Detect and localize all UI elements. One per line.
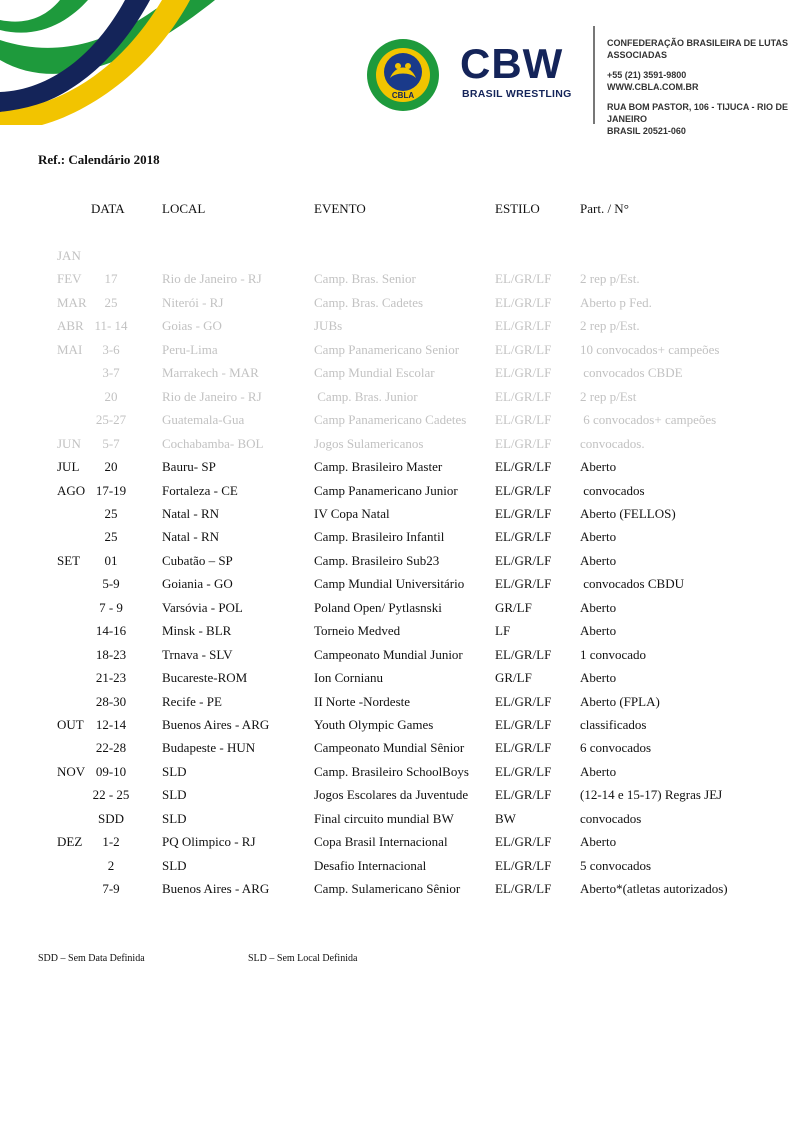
row-local: Buenos Aires - ARG <box>162 881 270 897</box>
row-date: 7 - 9 <box>99 599 123 615</box>
row-month: JAN <box>57 248 81 263</box>
row-month: FEV <box>57 271 82 287</box>
row-month: MAI <box>57 341 83 357</box>
row-style: GR/LF <box>495 670 532 686</box>
row-part: 2 rep p/Est. <box>580 271 640 287</box>
row-date: 25 <box>104 529 118 545</box>
row-local: Guatemala-Gua <box>162 412 245 428</box>
row-local: SLD <box>162 763 187 779</box>
row-style: BW <box>495 810 516 826</box>
row-event: Desafio Internacional <box>314 857 427 873</box>
row-part: convocados. <box>580 435 645 451</box>
row-local: Goias - GO <box>162 318 222 334</box>
cbw-logo <box>460 40 575 104</box>
row-local: Niterói - RJ <box>162 294 224 310</box>
row-event: Camp. Brasileiro Infantil <box>314 529 445 545</box>
row-event: Camp. Brasileiro SchoolBoys <box>314 763 469 779</box>
row-style: EL/GR/LF <box>495 459 552 475</box>
row-part: Aberto*(atletas autorizados) <box>580 881 728 897</box>
row-event: Torneio Medved <box>314 623 401 639</box>
row-part: convocados <box>580 482 645 498</box>
row-style: EL/GR/LF <box>495 482 552 498</box>
cbw-logo-sub: BRASIL WRESTLING <box>462 88 572 100</box>
row-date: 21-23 <box>95 670 127 686</box>
row-local: Goiania - GO <box>162 576 233 592</box>
row-date: 22 - 25 <box>92 787 130 803</box>
row-month: MAR <box>57 294 87 310</box>
header-event: EVENTO <box>314 201 366 216</box>
row-style: EL/GR/LF <box>495 881 552 897</box>
row-event: Campeonato Mundial Sênior <box>314 740 465 756</box>
row-local: Varsóvia - POL <box>162 599 243 615</box>
svg-text:CBLA: CBLA <box>391 91 415 100</box>
header-part: Part. / N° <box>580 201 629 216</box>
row-part: Aberto (FPLA) <box>580 693 660 709</box>
row-date: 20 <box>104 388 118 404</box>
row-event: Camp. Bras. Senior <box>314 271 416 287</box>
row-local: Rio de Janeiro - RJ <box>162 388 262 404</box>
organization-info <box>607 37 800 137</box>
row-event: IV Copa Natal <box>314 505 390 521</box>
row-part: 2 rep p/Est <box>580 388 637 404</box>
row-local: Natal - RN <box>162 529 220 545</box>
row-style: EL/GR/LF <box>495 552 552 568</box>
organization-name: CONFEDERAÇÃO BRASILEIRA DE LUTAS ASSOCIADAS <box>607 38 789 60</box>
row-local: Cochabamba- BOL <box>162 435 264 451</box>
row-style: EL/GR/LF <box>495 834 552 850</box>
header-style: ESTILO <box>495 201 540 216</box>
footnote-sld: SLD – Sem Local Definida <box>248 953 358 964</box>
row-event: Camp. Bras. Junior <box>314 388 418 404</box>
row-event: Camp. Brasileiro Sub23 <box>314 552 440 568</box>
row-part: 6 convocados+ campeões <box>580 412 717 428</box>
row-event: Jogos Sulamericanos <box>314 435 424 451</box>
header-date: DATA <box>91 201 125 216</box>
row-local: Marrakech - MAR <box>162 365 259 381</box>
row-part: 5 convocados <box>580 857 652 873</box>
row-part: convocados <box>580 810 642 826</box>
row-date: 01 <box>104 552 118 568</box>
row-date: 20 <box>104 459 118 475</box>
row-local: Bauru- SP <box>162 459 216 475</box>
row-style: EL/GR/LF <box>495 763 552 779</box>
row-local: Cubatão – SP <box>162 552 233 568</box>
row-part: Aberto p Fed. <box>580 294 652 310</box>
row-local: Rio de Janeiro - RJ <box>162 271 262 287</box>
row-date: 3-7 <box>102 365 120 381</box>
cbw-logo-main: CBW <box>460 40 564 87</box>
row-event: Camp. Sulamericano Sênior <box>314 881 461 897</box>
row-part: Aberto <box>580 623 617 639</box>
row-event: Jogos Escolares da Juventude <box>314 787 469 803</box>
row-local: SLD <box>162 787 187 803</box>
row-style: EL/GR/LF <box>495 787 552 803</box>
row-month: JUN <box>57 435 81 451</box>
row-event: II Norte -Nordeste <box>314 693 411 709</box>
row-style: EL/GR/LF <box>495 740 552 756</box>
row-date: 25 <box>104 505 118 521</box>
row-local: SLD <box>162 810 187 826</box>
row-date: 5-7 <box>102 435 120 451</box>
row-part: convocados CBDE <box>580 365 683 381</box>
row-month: OUT <box>57 717 84 732</box>
row-date: 25-27 <box>95 412 127 428</box>
organization-website: WWW.CBLA.COM.BR <box>607 82 699 92</box>
row-style: EL/GR/LF <box>495 646 552 662</box>
row-style: EL/GR/LF <box>495 318 552 334</box>
row-date: 5-9 <box>102 576 120 592</box>
row-date: 17-19 <box>95 482 127 498</box>
row-part: 10 convocados+ campeões <box>580 341 720 357</box>
row-date: 7-9 <box>102 881 120 897</box>
row-style: EL/GR/LF <box>495 857 552 873</box>
row-style: EL/GR/LF <box>495 576 552 592</box>
row-date: 3-6 <box>102 341 120 357</box>
row-style: EL/GR/LF <box>495 529 552 545</box>
row-event: Campeonato Mundial Junior <box>314 646 463 662</box>
row-part: Aberto <box>580 552 617 568</box>
row-local: Peru-Lima <box>162 341 218 357</box>
row-style: EL/GR/LF <box>495 693 552 709</box>
organization-address-line2: BRASIL 20521-060 <box>607 126 686 136</box>
row-part: 2 rep p/Est. <box>580 318 640 334</box>
row-local: Fortaleza - CE <box>162 482 238 498</box>
row-event: Youth Olympic Games <box>314 717 434 732</box>
row-date: 18-23 <box>95 646 127 662</box>
row-date: 1-2 <box>102 834 120 850</box>
row-date: 2 <box>107 857 115 873</box>
row-local: Trnava - SLV <box>162 646 233 662</box>
row-month: JUL <box>57 459 80 475</box>
row-local: Minsk - BLR <box>162 623 232 639</box>
row-style: EL/GR/LF <box>495 294 552 310</box>
letterhead <box>0 0 800 135</box>
header-divider <box>593 26 595 124</box>
row-event: Camp Panamericano Cadetes <box>314 412 467 428</box>
row-part: convocados CBDU <box>580 576 684 592</box>
row-event: Final circuito mundial BW <box>314 810 454 826</box>
row-event: Camp Panamericano Senior <box>314 341 460 357</box>
flag-swoosh-graphic <box>0 0 215 125</box>
row-style: EL/GR/LF <box>495 717 552 732</box>
row-event: Copa Brasil Internacional <box>314 834 448 850</box>
footnote-sdd: SDD – Sem Data Definida <box>38 953 145 964</box>
row-style: LF <box>495 623 511 639</box>
row-event: Poland Open/ Pytlasnski <box>314 599 442 615</box>
row-event: Camp. Brasileiro Master <box>314 459 443 475</box>
row-part: (12-14 e 15-17) Regras JEJ <box>580 787 723 803</box>
row-month: SET <box>57 552 81 568</box>
row-date: 25 <box>104 294 118 310</box>
row-date: 11- 14 <box>94 318 128 334</box>
organization-phone: +55 (21) 3591-9800 <box>607 70 687 80</box>
row-event: JUBs <box>314 318 343 334</box>
row-date: 14-16 <box>95 623 127 639</box>
row-part: 6 convocados <box>580 740 652 756</box>
row-event: Camp. Bras. Cadetes <box>314 294 424 310</box>
row-local: Budapeste - HUN <box>162 740 256 756</box>
row-month: ABR <box>57 318 84 334</box>
row-part: Aberto <box>580 599 617 615</box>
row-event: Camp Panamericano Junior <box>314 482 458 498</box>
row-event: Camp Mundial Escolar <box>314 365 435 381</box>
cbla-logo <box>366 38 440 112</box>
row-part: Aberto <box>580 459 617 475</box>
row-month: NOV <box>57 763 86 779</box>
row-style: EL/GR/LF <box>495 388 552 404</box>
organization-address-line1: RUA BOM PASTOR, 106 - TIJUCA - RIO DE JANEIRO <box>607 102 789 124</box>
row-style: EL/GR/LF <box>495 341 552 357</box>
row-local: Bucareste-ROM <box>162 670 248 686</box>
row-local: SLD <box>162 857 187 873</box>
row-part: classificados <box>580 717 647 732</box>
row-style: GR/LF <box>495 599 532 615</box>
row-local: Natal - RN <box>162 505 220 521</box>
row-date: SDD <box>97 810 125 826</box>
row-style: EL/GR/LF <box>495 412 552 428</box>
row-date: 09-10 <box>95 763 127 779</box>
row-style: EL/GR/LF <box>495 365 552 381</box>
row-local: Recife - PE <box>162 693 222 709</box>
row-part: Aberto <box>580 834 617 850</box>
row-local: PQ Olimpico - RJ <box>162 834 256 850</box>
row-part: Aberto <box>580 670 617 686</box>
row-date: 28-30 <box>95 693 127 709</box>
row-part: Aberto <box>580 529 617 545</box>
row-style: EL/GR/LF <box>495 271 552 287</box>
row-style: EL/GR/LF <box>495 435 552 451</box>
row-event: Ion Cornianu <box>314 670 383 686</box>
row-event: Camp Mundial Universitário <box>314 576 465 592</box>
row-local: Buenos Aires - ARG <box>162 717 270 732</box>
row-month: DEZ <box>57 834 83 850</box>
row-month: AGO <box>57 482 86 498</box>
header-local: LOCAL <box>162 201 206 216</box>
document-reference: Ref.: Calendário 2018 <box>38 152 160 167</box>
row-part: 1 convocado <box>580 646 647 662</box>
row-part: Aberto (FELLOS) <box>580 505 676 521</box>
row-style: EL/GR/LF <box>495 505 552 521</box>
row-part: Aberto <box>580 763 617 779</box>
row-date: 17 <box>104 271 118 287</box>
row-date: 22-28 <box>95 740 127 756</box>
row-date: 12-14 <box>95 717 127 732</box>
